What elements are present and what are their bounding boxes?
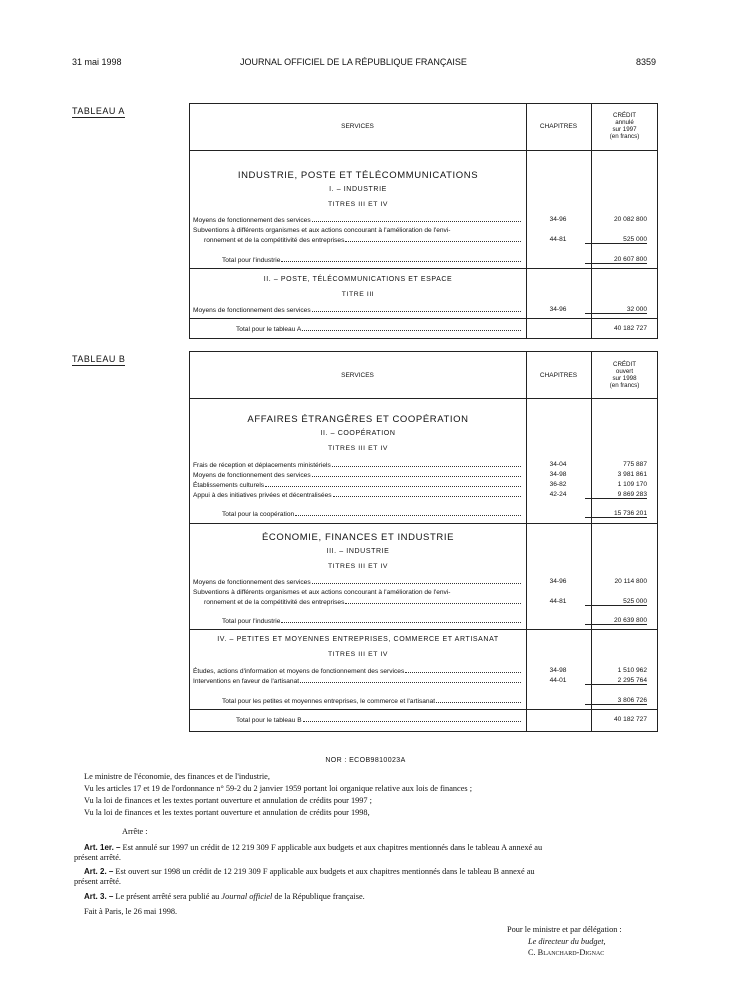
table-row: Appui à des initiatives privées et décentralisées xyxy=(193,491,521,499)
total-amount: 40 182 727 xyxy=(613,325,647,332)
col-chapitres-header: CHAPITRES xyxy=(539,123,578,130)
table-row: Frais de réception et déplacements ministériels xyxy=(193,461,521,469)
table-row: Subventions à différents organismes et aux actions concourant à l'amélioration de l'envi- xyxy=(193,227,451,234)
amount: 775 887 xyxy=(623,461,647,468)
article-2: Art. 2. – Est ouvert sur 1998 un crédit de 12 219 309 F applicable aux budgets et aux chapitres mentionnés dans le tableau B annexé au xyxy=(84,867,535,876)
ministry-title: AFFAIRES ÉTRANGÈRES ET COOPÉRATION xyxy=(247,414,469,425)
col-chapitres-header: CHAPITRES xyxy=(539,372,578,379)
tableau-b-label: TABLEAU B xyxy=(72,354,126,364)
chapter-number: 34-98 xyxy=(549,667,567,674)
article-3: Art. 3. – Le présent arrêté sera publié au Journal officiel de la République française. xyxy=(84,892,365,901)
amount: 1 109 170 xyxy=(617,481,647,488)
col-credit-header: CRÉDIT ouvert sur 1998 (en francs) xyxy=(609,361,640,389)
header-date: 31 mai 1998 xyxy=(72,57,122,67)
chapter-number: 44-81 xyxy=(549,236,567,243)
total-amount: 20 639 800 xyxy=(585,617,647,625)
col-services-header: SERVICES xyxy=(341,372,374,379)
total-amount: 15 736 201 xyxy=(585,510,647,518)
chapter-number: 34-96 xyxy=(549,578,567,585)
titres-label: TITRES III ET IV xyxy=(327,651,389,658)
table-row: ronnement et de la compétitivité des entreprises xyxy=(204,236,521,244)
chapter-number: 34-96 xyxy=(549,306,567,313)
header-page-number: 8359 xyxy=(636,57,657,67)
arrete-label: Arrête : xyxy=(122,827,148,836)
nor-reference: NOR : ECOB9810023A xyxy=(325,757,406,764)
table-row: Interventions en faveur de l'artisanat xyxy=(193,677,521,685)
table-row: Établissements culturels xyxy=(193,481,521,489)
amount: 20 082 800 xyxy=(613,216,647,223)
article-2-cont: présent arrêté. xyxy=(74,877,121,886)
signature-title: Le directeur du budget, xyxy=(528,937,606,946)
table-row: Subventions à différents organismes et aux actions concourant à l'amélioration de l'envi- xyxy=(193,589,451,596)
total-row: Total pour les petites et moyennes entreprises, le commerce et l'artisanat xyxy=(222,697,521,705)
ministry-title: ÉCONOMIE, FINANCES ET INDUSTRIE xyxy=(261,532,455,543)
amount: 525 000 xyxy=(585,236,647,244)
article-1-cont: présent arrêté. xyxy=(74,853,121,862)
amount: 2 295 764 xyxy=(585,677,647,685)
table-row: ronnement et de la compétitivité des entreprises xyxy=(204,598,521,606)
section-title: IV. – PETITES ET MOYENNES ENTREPRISES, COMMERCE ET ARTISANAT xyxy=(217,636,499,643)
chapter-number: 36-82 xyxy=(549,481,567,488)
col-credit-header: CRÉDIT annulé sur 1997 (en francs) xyxy=(609,112,640,140)
chapter-number: 34-98 xyxy=(549,471,567,478)
amount: 20 114 800 xyxy=(614,578,647,585)
preamble-line: Le ministre de l'économie, des finances et de l'industrie, xyxy=(84,772,270,781)
table-row: Études, actions d'information et moyens de fonctionnement des services xyxy=(193,667,521,675)
ministry-title: INDUSTRIE, POSTE ET TÉLÉCOMMUNICATIONS xyxy=(237,170,479,181)
titres-label: TITRES III ET IV xyxy=(327,563,389,570)
tableau-a-label: TABLEAU A xyxy=(72,106,125,116)
total-row: Total pour le tableau A xyxy=(236,325,521,333)
total-row: Total pour l'industrie xyxy=(222,617,521,625)
table-row: Moyens de fonctionnement des services xyxy=(193,578,521,586)
preamble-line: Vu la loi de finances et les textes portant ouverture et annulation de crédits pour 1997 ; xyxy=(84,796,372,805)
fait-a-paris: Fait à Paris, le 26 mai 1998. xyxy=(84,907,178,916)
amount: 32 000 xyxy=(585,306,647,314)
amount: 9 869 283 xyxy=(585,491,647,499)
signature-name: C. Blanchard-Dignac xyxy=(528,948,605,957)
table-row: Moyens de fonctionnement des services xyxy=(193,216,521,224)
preamble-line: Vu les articles 17 et 19 de l'ordonnance n° 59-2 du 2 janvier 1959 portant loi organique relative aux lois de finances ; xyxy=(84,784,473,793)
titres-label: TITRE III xyxy=(341,291,375,298)
amount: 525 000 xyxy=(585,598,647,606)
total-amount: 40 182 727 xyxy=(613,716,647,723)
table-row: Moyens de fonctionnement des services xyxy=(193,471,521,479)
section-title: I. – INDUSTRIE xyxy=(329,186,387,193)
amount: 1 510 962 xyxy=(617,667,647,674)
amount: 3 981 861 xyxy=(617,471,647,478)
section-title: III. – INDUSTRIE xyxy=(326,548,390,555)
total-row: Total pour la coopération xyxy=(222,510,521,518)
total-row: Total pour l'industrie xyxy=(222,256,521,264)
chapter-number: 44-81 xyxy=(549,598,567,605)
table-row: Moyens de fonctionnement des services xyxy=(193,306,521,314)
header-journal: JOURNAL OFFICIEL DE LA RÉPUBLIQUE FRANÇAISE xyxy=(240,57,467,67)
signature-line: Pour le ministre et par délégation : xyxy=(507,925,622,934)
preamble-line: Vu la loi de finances et les textes portant ouverture et annulation de crédits pour 1998, xyxy=(84,808,370,817)
section-title: II. – POSTE, TÉLÉCOMMUNICATIONS ET ESPACE xyxy=(263,276,453,283)
total-row: Total pour le tableau B xyxy=(236,716,521,724)
chapter-number: 42-24 xyxy=(549,491,567,498)
chapter-number: 34-96 xyxy=(549,216,567,223)
titres-label: TITRES III ET IV xyxy=(327,445,389,452)
chapter-number: 44-01 xyxy=(549,677,567,684)
total-amount: 20 607 800 xyxy=(585,256,647,264)
article-1: Art. 1er. – Est annulé sur 1997 un crédit de 12 219 309 F applicable aux budgets et aux chapitres mentionnés dans le tableau A annexé au xyxy=(84,843,543,852)
section-title: II. – COOPÉRATION xyxy=(320,430,396,437)
col-services-header: SERVICES xyxy=(341,123,374,130)
total-amount: 3 806 726 xyxy=(585,697,647,705)
chapter-number: 34-04 xyxy=(549,461,567,468)
titres-label: TITRES III ET IV xyxy=(327,201,389,208)
